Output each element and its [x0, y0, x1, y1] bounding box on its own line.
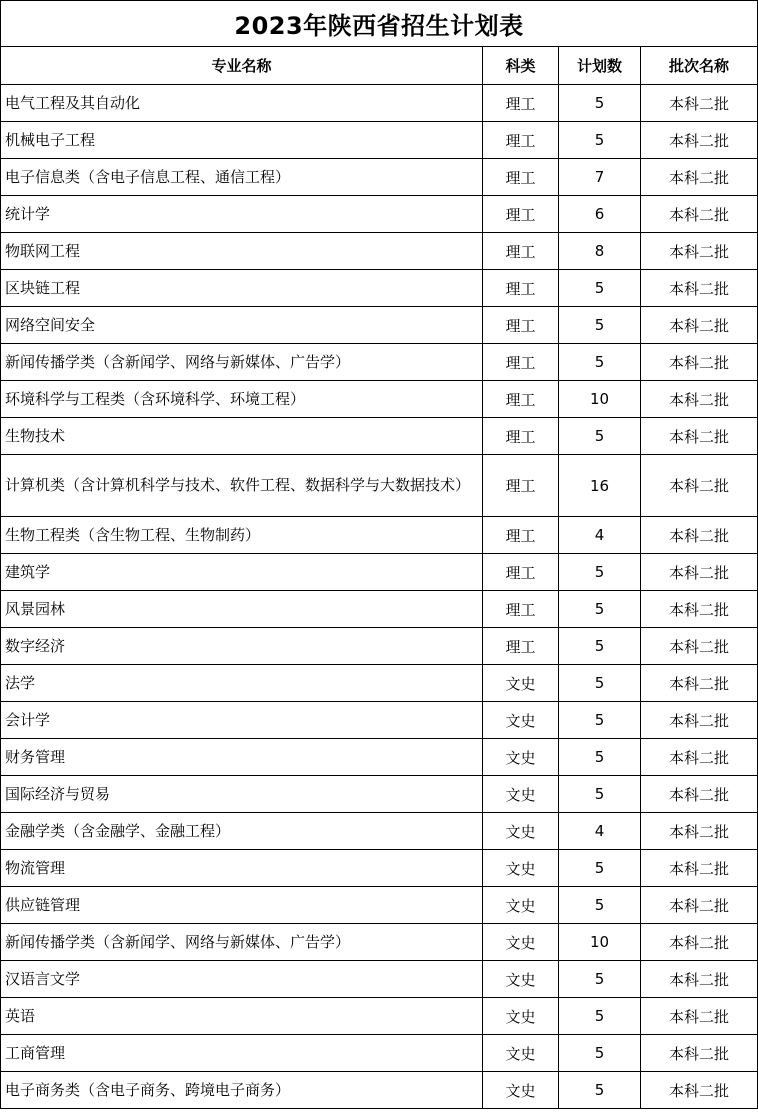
category-cell: 文史 — [483, 739, 559, 776]
major-cell: 统计学 — [1, 196, 483, 233]
batch-cell: 本科二批 — [641, 924, 758, 961]
batch-cell: 本科二批 — [641, 233, 758, 270]
table-row — [1, 887, 758, 924]
category-cell: 理工 — [483, 270, 559, 307]
table-row — [1, 85, 758, 122]
category-cell: 理工 — [483, 554, 559, 591]
category-cell: 理工 — [483, 628, 559, 665]
table-row — [1, 554, 758, 591]
column-header-plan: 计划数 — [559, 47, 641, 85]
plan-count-cell: 5 — [559, 344, 641, 381]
batch-cell: 本科二批 — [641, 591, 758, 628]
table-row — [1, 702, 758, 739]
batch-cell: 本科二批 — [641, 1035, 758, 1072]
major-cell: 风景园林 — [1, 591, 483, 628]
major-cell: 计算机类（含计算机科学与技术、软件工程、数据科学与大数据技术） — [1, 455, 483, 517]
plan-count-cell: 5 — [559, 665, 641, 702]
table-row — [1, 344, 758, 381]
major-cell: 电气工程及其自动化 — [1, 85, 483, 122]
batch-cell: 本科二批 — [641, 665, 758, 702]
category-cell: 文史 — [483, 1035, 559, 1072]
table-row — [1, 270, 758, 307]
batch-cell: 本科二批 — [641, 554, 758, 591]
batch-cell: 本科二批 — [641, 455, 758, 517]
category-cell: 理工 — [483, 233, 559, 270]
major-cell: 工商管理 — [1, 1035, 483, 1072]
plan-count-cell: 5 — [559, 591, 641, 628]
major-cell: 新闻传播学类（含新闻学、网络与新媒体、广告学） — [1, 924, 483, 961]
major-cell: 区块链工程 — [1, 270, 483, 307]
table-row — [1, 1035, 758, 1072]
plan-count-cell: 5 — [559, 887, 641, 924]
category-cell: 文史 — [483, 924, 559, 961]
major-cell: 生物工程类（含生物工程、生物制药） — [1, 517, 483, 554]
table-row — [1, 307, 758, 344]
plan-count-cell: 5 — [559, 776, 641, 813]
major-cell: 英语 — [1, 998, 483, 1035]
plan-count-cell: 5 — [559, 702, 641, 739]
category-cell: 文史 — [483, 887, 559, 924]
batch-cell: 本科二批 — [641, 517, 758, 554]
batch-cell: 本科二批 — [641, 85, 758, 122]
table-row — [1, 418, 758, 455]
plan-count-cell: 5 — [559, 1035, 641, 1072]
table-body — [1, 85, 758, 1109]
table-row — [1, 233, 758, 270]
category-cell: 文史 — [483, 961, 559, 998]
plan-count-cell: 5 — [559, 961, 641, 998]
category-cell: 文史 — [483, 998, 559, 1035]
category-cell: 理工 — [483, 307, 559, 344]
batch-cell: 本科二批 — [641, 307, 758, 344]
plan-count-cell: 5 — [559, 850, 641, 887]
major-cell: 财务管理 — [1, 739, 483, 776]
plan-count-cell: 6 — [559, 196, 641, 233]
plan-count-cell: 5 — [559, 307, 641, 344]
plan-count-cell: 4 — [559, 813, 641, 850]
plan-count-cell: 5 — [559, 628, 641, 665]
plan-count-cell: 5 — [559, 418, 641, 455]
category-cell: 理工 — [483, 159, 559, 196]
table-row — [1, 628, 758, 665]
header-row — [1, 47, 758, 85]
category-cell: 理工 — [483, 517, 559, 554]
category-cell: 理工 — [483, 591, 559, 628]
category-cell: 文史 — [483, 665, 559, 702]
major-cell: 生物技术 — [1, 418, 483, 455]
column-header-category: 科类 — [483, 47, 559, 85]
plan-count-cell: 5 — [559, 85, 641, 122]
major-cell: 网络空间安全 — [1, 307, 483, 344]
batch-cell: 本科二批 — [641, 850, 758, 887]
category-cell: 理工 — [483, 418, 559, 455]
major-cell: 国际经济与贸易 — [1, 776, 483, 813]
major-cell: 环境科学与工程类（含环境科学、环境工程） — [1, 381, 483, 418]
plan-count-cell: 10 — [559, 381, 641, 418]
plan-count-cell: 5 — [559, 122, 641, 159]
table-row — [1, 196, 758, 233]
plan-count-cell: 7 — [559, 159, 641, 196]
major-cell: 汉语言文学 — [1, 961, 483, 998]
plan-count-cell: 8 — [559, 233, 641, 270]
plan-count-cell: 5 — [559, 739, 641, 776]
plan-count-cell: 5 — [559, 270, 641, 307]
column-header-batch: 批次名称 — [641, 47, 758, 85]
category-cell: 文史 — [483, 850, 559, 887]
table-row — [1, 517, 758, 554]
plan-count-cell: 16 — [559, 455, 641, 517]
major-cell: 新闻传播学类（含新闻学、网络与新媒体、广告学） — [1, 344, 483, 381]
table-row — [1, 739, 758, 776]
major-cell: 电子商务类（含电子商务、跨境电子商务） — [1, 1072, 483, 1109]
table-row — [1, 850, 758, 887]
batch-cell: 本科二批 — [641, 776, 758, 813]
batch-cell: 本科二批 — [641, 418, 758, 455]
category-cell: 理工 — [483, 85, 559, 122]
table-row — [1, 159, 758, 196]
batch-cell: 本科二批 — [641, 702, 758, 739]
batch-cell: 本科二批 — [641, 196, 758, 233]
major-cell: 会计学 — [1, 702, 483, 739]
table-row — [1, 455, 758, 517]
major-cell: 法学 — [1, 665, 483, 702]
major-cell: 建筑学 — [1, 554, 483, 591]
batch-cell: 本科二批 — [641, 739, 758, 776]
major-cell: 供应链管理 — [1, 887, 483, 924]
table-row — [1, 998, 758, 1035]
category-cell: 理工 — [483, 455, 559, 517]
category-cell: 理工 — [483, 196, 559, 233]
batch-cell: 本科二批 — [641, 270, 758, 307]
batch-cell: 本科二批 — [641, 628, 758, 665]
column-header-major: 专业名称 — [1, 47, 483, 85]
category-cell: 文史 — [483, 813, 559, 850]
batch-cell: 本科二批 — [641, 998, 758, 1035]
table-row — [1, 776, 758, 813]
plan-count-cell: 5 — [559, 998, 641, 1035]
table-row — [1, 381, 758, 418]
table-row — [1, 665, 758, 702]
table-row — [1, 813, 758, 850]
major-cell: 物联网工程 — [1, 233, 483, 270]
category-cell: 理工 — [483, 122, 559, 159]
table-row — [1, 122, 758, 159]
major-cell: 数字经济 — [1, 628, 483, 665]
batch-cell: 本科二批 — [641, 961, 758, 998]
category-cell: 理工 — [483, 381, 559, 418]
plan-count-cell: 10 — [559, 924, 641, 961]
batch-cell: 本科二批 — [641, 887, 758, 924]
table-row — [1, 961, 758, 998]
category-cell: 文史 — [483, 1072, 559, 1109]
major-cell: 机械电子工程 — [1, 122, 483, 159]
batch-cell: 本科二批 — [641, 813, 758, 850]
category-cell: 文史 — [483, 702, 559, 739]
table-row — [1, 1072, 758, 1109]
table-row — [1, 924, 758, 961]
batch-cell: 本科二批 — [641, 122, 758, 159]
major-cell: 金融学类（含金融学、金融工程） — [1, 813, 483, 850]
table-row — [1, 591, 758, 628]
major-cell: 物流管理 — [1, 850, 483, 887]
page-title: 2023年陕西省招生计划表 — [1, 1, 758, 47]
major-cell: 电子信息类（含电子信息工程、通信工程） — [1, 159, 483, 196]
batch-cell: 本科二批 — [641, 159, 758, 196]
batch-cell: 本科二批 — [641, 344, 758, 381]
plan-count-cell: 5 — [559, 554, 641, 591]
plan-count-cell: 5 — [559, 1072, 641, 1109]
batch-cell: 本科二批 — [641, 381, 758, 418]
title-row — [1, 1, 758, 47]
category-cell: 文史 — [483, 776, 559, 813]
batch-cell: 本科二批 — [641, 1072, 758, 1109]
category-cell: 理工 — [483, 344, 559, 381]
plan-count-cell: 4 — [559, 517, 641, 554]
